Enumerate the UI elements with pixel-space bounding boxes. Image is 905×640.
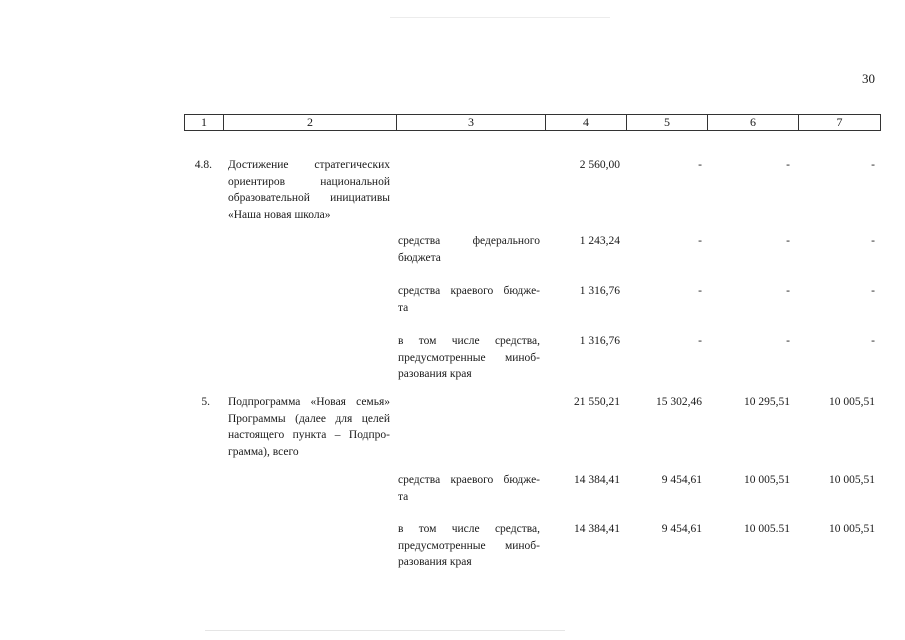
program-item-name-line: образовательной инициативы — [228, 192, 390, 204]
program-item-name-line: «Наша новая школа» — [228, 208, 331, 221]
funding-source — [398, 333, 540, 383]
value-col-5: - — [698, 335, 702, 347]
header-col-3: 3 — [468, 115, 474, 129]
funding-source-line: та — [398, 301, 409, 314]
funding-source — [398, 283, 540, 316]
funding-source — [398, 233, 540, 266]
program-item-name-line: ориентиров национальной — [228, 175, 390, 188]
program-item-name-line: Подпрограмма «Новая семья» — [228, 396, 390, 408]
value-col-4: 1 316,76 — [579, 335, 620, 347]
value-col-6: - — [786, 235, 790, 247]
value-col-4: 1 243,24 — [579, 235, 620, 247]
program-item-name — [228, 157, 390, 223]
value-col-4: 21 550,21 — [574, 396, 620, 408]
value-col-6: 10 295,51 — [744, 396, 790, 408]
value-col-7: 10 005,51 — [829, 396, 875, 408]
scan-artifact-bottom — [205, 630, 565, 631]
header-col-7: 7 — [836, 115, 843, 129]
funding-source-line: разования края — [398, 368, 472, 380]
value-col-4: 14 384,41 — [574, 474, 620, 486]
value-col-7: - — [871, 159, 875, 171]
funding-source-line: предусмотренные миноб- — [398, 539, 540, 552]
row-number: 4.8. — [194, 159, 212, 171]
funding-source-line: средства федерального — [398, 235, 540, 247]
program-item-name-line: грамма), всего — [228, 445, 299, 458]
value-col-4: 2 560,00 — [579, 159, 620, 171]
funding-source-line: средства краевого бюдже- — [398, 285, 540, 297]
program-item-name-line: Достижение стратегических — [228, 159, 390, 171]
row-number: 5. — [201, 396, 210, 408]
value-col-7: - — [871, 235, 875, 247]
value-col-5: 9 454,61 — [661, 523, 702, 535]
funding-source-line: средства краевого бюдже- — [398, 474, 540, 486]
value-col-5: 15 302,46 — [656, 396, 702, 408]
value-col-6: 10 005.51 — [744, 523, 790, 535]
value-col-5: - — [698, 285, 702, 297]
table-header-row — [184, 114, 881, 131]
value-col-6: - — [786, 159, 790, 171]
value-col-6: - — [786, 335, 790, 347]
program-item-name — [228, 394, 390, 460]
header-col-2: 2 — [307, 115, 313, 129]
page-number: 30 — [862, 71, 875, 86]
value-col-7: 10 005,51 — [829, 523, 875, 535]
value-col-5: - — [698, 235, 702, 247]
header-col-6: 6 — [750, 115, 756, 129]
value-col-5: 9 454,61 — [661, 474, 702, 486]
funding-source — [398, 472, 540, 505]
value-col-5: - — [698, 159, 702, 171]
value-col-7: - — [871, 285, 875, 297]
value-col-6: - — [786, 285, 790, 297]
value-col-4: 1 316,76 — [579, 285, 620, 297]
header-col-5: 5 — [664, 115, 670, 129]
funding-source-line: предусмотренные миноб- — [398, 351, 540, 364]
value-col-7: - — [871, 335, 875, 347]
funding-source-line: бюджета — [398, 251, 441, 264]
funding-source-line: та — [398, 490, 409, 503]
value-col-6: 10 005,51 — [744, 474, 790, 486]
value-col-4: 14 384,41 — [574, 523, 620, 535]
funding-source-line: в том числе средства, — [398, 523, 540, 535]
funding-source-line: разования края — [398, 556, 472, 568]
value-col-7: 10 005,51 — [829, 474, 875, 486]
header-col-1: 1 — [201, 115, 207, 129]
scan-artifact-top — [390, 17, 610, 18]
program-item-name-line: Программы (далее для целей — [228, 412, 390, 425]
program-item-name-line: настоящего пункта – Подпро- — [228, 429, 390, 441]
header-col-4: 4 — [583, 115, 589, 129]
funding-source — [398, 521, 540, 571]
funding-source-line: в том числе средства, — [398, 335, 540, 347]
